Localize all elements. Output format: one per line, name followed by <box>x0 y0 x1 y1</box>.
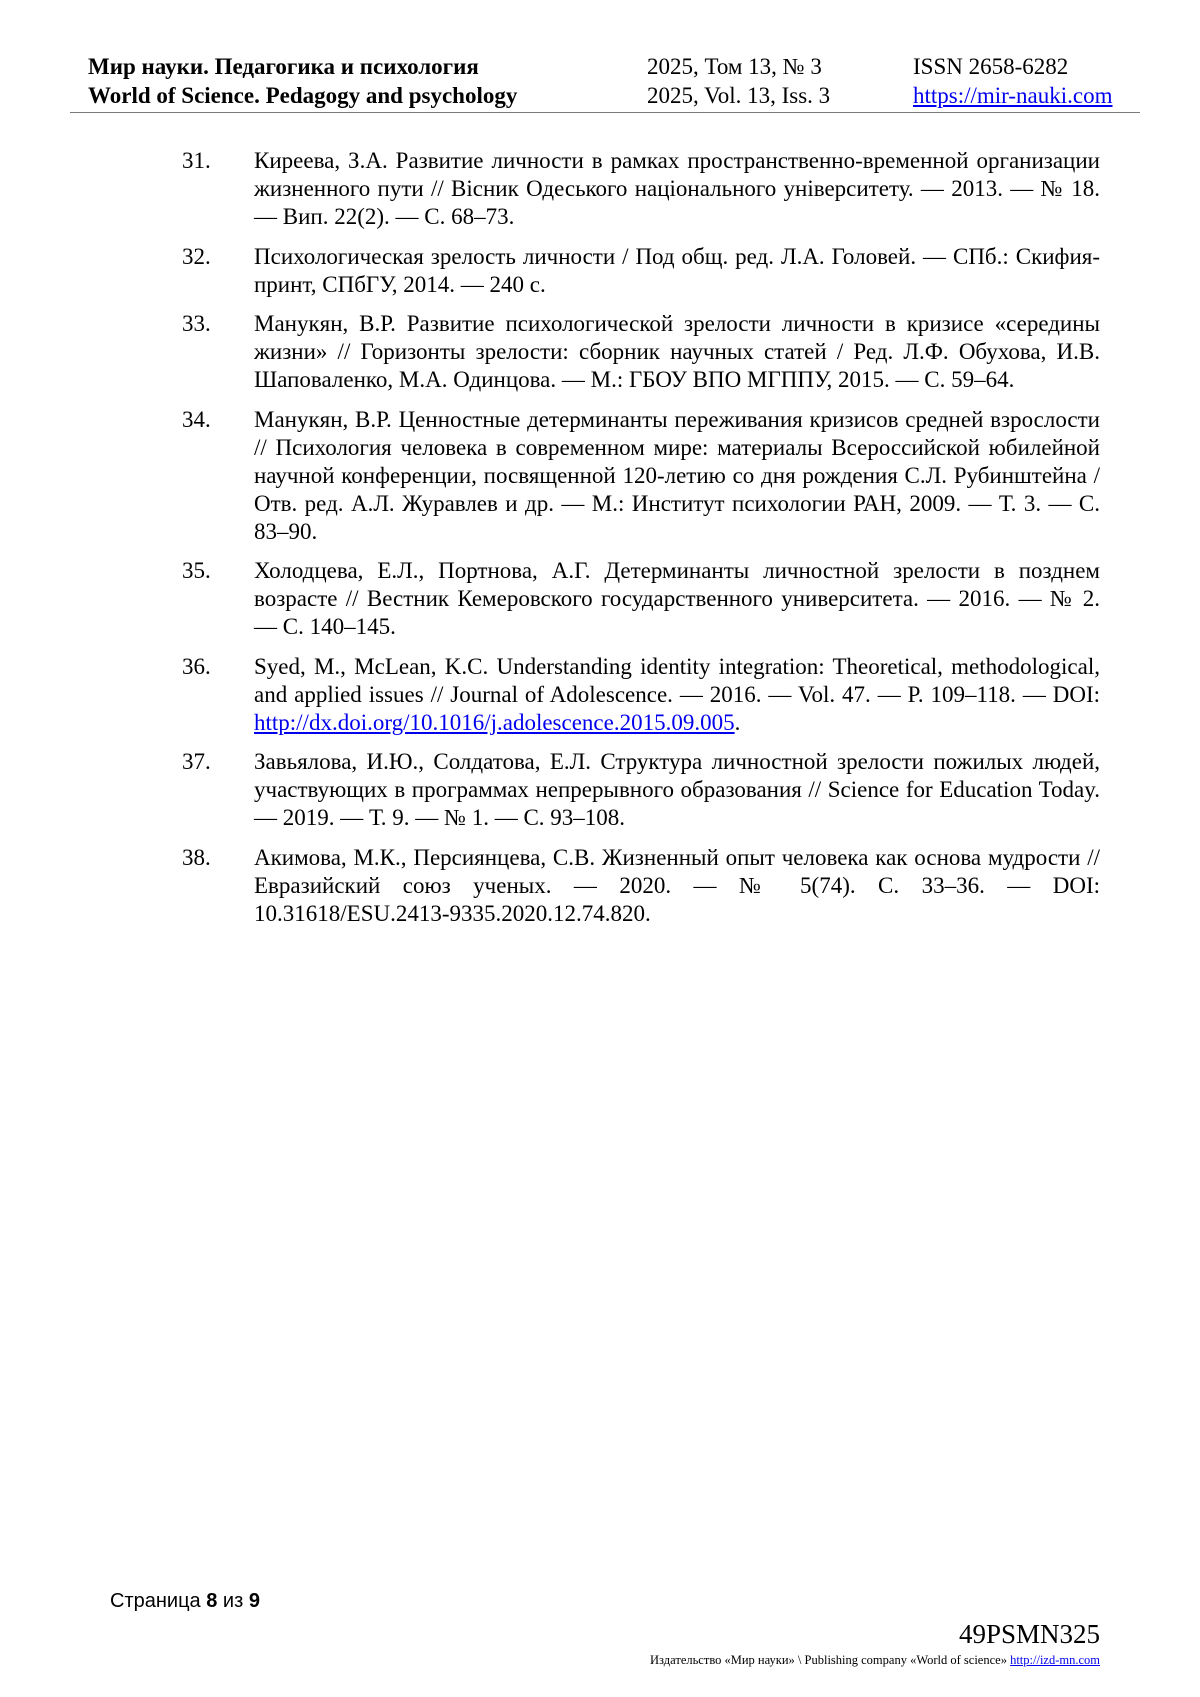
page-of: из <box>222 1590 244 1612</box>
reference-number: 32. <box>182 243 211 269</box>
reference-number: 34. <box>182 406 211 432</box>
reference-text: Холодцева, Е.Л., Портнова, А.Г. Детерминанты личностной зрелости в позднем возрасте // Вестник Кемеровского государственного университета. — 2016. — № 2. — С. 140–145. <box>254 558 1100 639</box>
journal-site-link[interactable]: https://mir-nauki.com <box>913 83 1113 108</box>
reference-item <box>182 406 1100 546</box>
issn: ISSN 2658-6282 <box>913 54 1069 79</box>
reference-item <box>182 844 1100 928</box>
reference-list <box>182 147 1100 939</box>
reference-text: Манукян, В.Р. Ценностные детерминанты переживания кризисов средней взрослости // Психология человека в современном мире: материалы Всероссийской юбилейной научной конференции, посвященной 120-летию со дня рождения С.Л. Рубинштейна / Отв. ред. А.Л. Журавлев и др. — М.: Институт психологии РАН, 2009. — Т. 3. — С. 83–90. <box>254 406 1100 544</box>
journal-title-en: World of Science. Pedagogy and psychology <box>88 83 518 108</box>
page-word: Страница <box>110 1590 201 1612</box>
reference-text <box>254 653 1100 737</box>
reference-number: 36. <box>182 653 211 679</box>
issue-ru: 2025, Том 13, № 3 <box>647 54 822 79</box>
reference-text: Завьялова, И.Ю., Солдатова, Е.Л. Структура личностной зрелости пожилых людей, участвующих в программах непрерывного образования // Science for Education Today. — 2019. — Т. 9. — № 1. — С. 93–108. <box>254 749 1100 830</box>
reference-text: Акимова, М.К., Персиянцева, С.В. Жизненный опыт человека как основа мудрости // Евразийский союз ученых. — 2020. — № 5(74). С. 33–36. — DOI: 10.31618/ESU.2413-9335.2020.12.74.820. <box>254 844 1100 926</box>
reference-text: Психологическая зрелость личности / Под общ. ред. Л.А. Головей. — СПб.: Скифия-принт, СПбГУ, 2014. — 240 с. <box>254 243 1100 297</box>
issue-en: 2025, Vol. 13, Iss. 3 <box>647 83 831 108</box>
reference-end-punct: . <box>734 709 741 735</box>
publisher-text: Издательство «Мир науки» \ Publishing company «World of science» <box>650 1653 1011 1667</box>
reference-number: 31. <box>182 148 211 173</box>
header-issue <box>647 52 830 110</box>
reference-item <box>182 557 1100 641</box>
reference-body: Syed, M., McLean, K.C. Understanding identity integration: Theoretical, methodological, and applied issues // Journal of Adolescence. — 2016. — Vol. 47. — P. 109–118. — DOI: <box>254 653 1100 707</box>
reference-number: 33. <box>182 311 211 336</box>
header-journal-title <box>88 52 517 110</box>
article-code: 49PSMN325 <box>958 1619 1100 1649</box>
header-issn <box>913 52 1113 110</box>
running-header <box>70 52 1140 113</box>
reference-text: Киреева, З.А. Развитие личности в рамках пространственно-временной организации жизненного пути // Вісник Одеського національного університету. — 2013. — № 18. — Вип. 22(2). — С. 68–73. <box>254 148 1100 229</box>
publisher-line <box>650 1652 1100 1668</box>
reference-item <box>182 310 1100 394</box>
reference-item <box>182 653 1100 737</box>
page-total: 9 <box>248 1590 260 1612</box>
reference-item <box>182 243 1100 299</box>
reference-text: Манукян, В.Р. Развитие психологической зрелости личности в кризисе «середины жизни» // Горизонты зрелости: сборник научных статей / Ред. Л.Ф. Обухова, И.В. Шаповаленко, М.А. Одинцова. — М.: ГБОУ ВПО МГППУ, 2015. — С. 59–64. <box>254 311 1100 392</box>
reference-number: 38. <box>182 844 211 870</box>
reference-item <box>182 147 1100 231</box>
reference-number: 37. <box>182 749 211 774</box>
reference-number: 35. <box>182 558 211 583</box>
doi-link[interactable]: http://dx.doi.org/10.1016/j.adolescence.2015.09.005 <box>254 709 735 735</box>
reference-item <box>182 748 1100 832</box>
page-current: 8 <box>206 1590 218 1612</box>
page-counter <box>110 1588 260 1614</box>
journal-title-ru: Мир науки. Педагогика и психология <box>88 54 479 79</box>
publisher-link[interactable]: http://izd-mn.com <box>1010 1653 1100 1667</box>
